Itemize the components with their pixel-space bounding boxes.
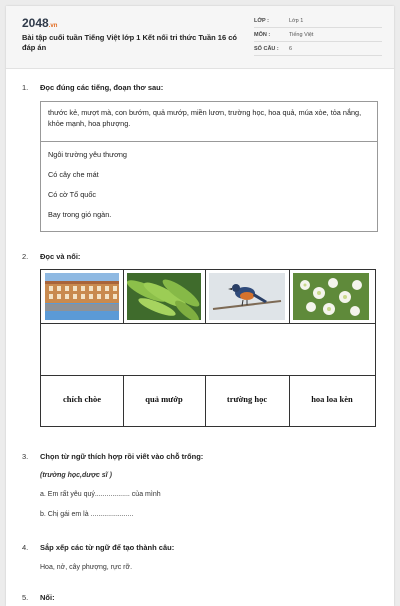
question-2-number: 2. bbox=[22, 252, 29, 261]
page-header bbox=[6, 6, 394, 69]
fill-blank-line: b. Chị gái em là ...................... bbox=[40, 511, 134, 518]
reading-box bbox=[40, 101, 378, 232]
bird-photo-icon bbox=[209, 273, 285, 320]
question-1-text: Đọc đúng các tiếng, đoạn thơ sau: bbox=[40, 83, 164, 92]
matching-blank-row bbox=[41, 323, 375, 376]
fill-blank-line: a. Em rất yêu quý.................. của mình bbox=[40, 491, 161, 498]
poem-line: Có cây che mát bbox=[48, 170, 99, 179]
page-title: Bài tập cuối tuần Tiếng Việt lớp 1 Kết nối tri thức Tuần 16 có đáp án bbox=[22, 33, 237, 52]
site-logo[interactable]: 2048.vn bbox=[22, 16, 58, 30]
poem-line: Ngôi trường yêu thương bbox=[48, 150, 127, 159]
divider bbox=[41, 141, 377, 142]
word-cell: trường học bbox=[205, 375, 290, 426]
question-3-number: 3. bbox=[22, 452, 29, 461]
question-5-number: 5. bbox=[22, 593, 29, 602]
question-5-text: Nối: bbox=[40, 593, 55, 602]
poem-line: Bay trong gió ngàn. bbox=[48, 210, 112, 219]
worksheet-page bbox=[6, 6, 394, 606]
meta-grade: LỚP : Lớp 1 bbox=[254, 15, 382, 28]
word-cell: chích chòe bbox=[41, 375, 124, 426]
image-cell-luffa bbox=[123, 270, 206, 323]
word-cell: hoa loa kèn bbox=[311, 394, 353, 404]
luffa-photo-icon bbox=[127, 273, 201, 320]
image-cell-school bbox=[41, 270, 124, 323]
question-3-text: Chọn từ ngữ thích hợp rồi viết vào chỗ trống: bbox=[40, 452, 204, 461]
question-1-number: 1. bbox=[22, 83, 29, 92]
sentence-words: Hoa, nở, cây phượng, rực rỡ. bbox=[40, 564, 133, 571]
matching-table bbox=[40, 269, 376, 427]
meta-subject: MÔN : Tiếng Việt bbox=[254, 29, 382, 42]
question-2-text: Đọc và nối: bbox=[40, 252, 81, 261]
word-choice-hint: (trường học,dược sĩ ) bbox=[40, 472, 112, 479]
flowers-photo-icon bbox=[293, 273, 369, 320]
word-cell: quả mướp bbox=[123, 375, 206, 426]
question-4-text: Sắp xếp các từ ngữ để tạo thành câu: bbox=[40, 543, 175, 552]
school-photo-icon bbox=[45, 273, 119, 320]
meta-question-count: SỐ CÂU : 6 bbox=[254, 43, 382, 56]
question-4-number: 4. bbox=[22, 543, 29, 552]
reading-words: thước kẻ, mượt mà, con bướm, quả mướp, miền lươn, trường học, hoa quả, múa xòe, tỏa nắng, khỏe mạnh, hoa phượng. bbox=[48, 108, 362, 128]
image-cell-flowers bbox=[289, 270, 375, 323]
poem-line: Có cờ Tổ quốc bbox=[48, 190, 97, 199]
image-cell-bird bbox=[205, 270, 290, 323]
